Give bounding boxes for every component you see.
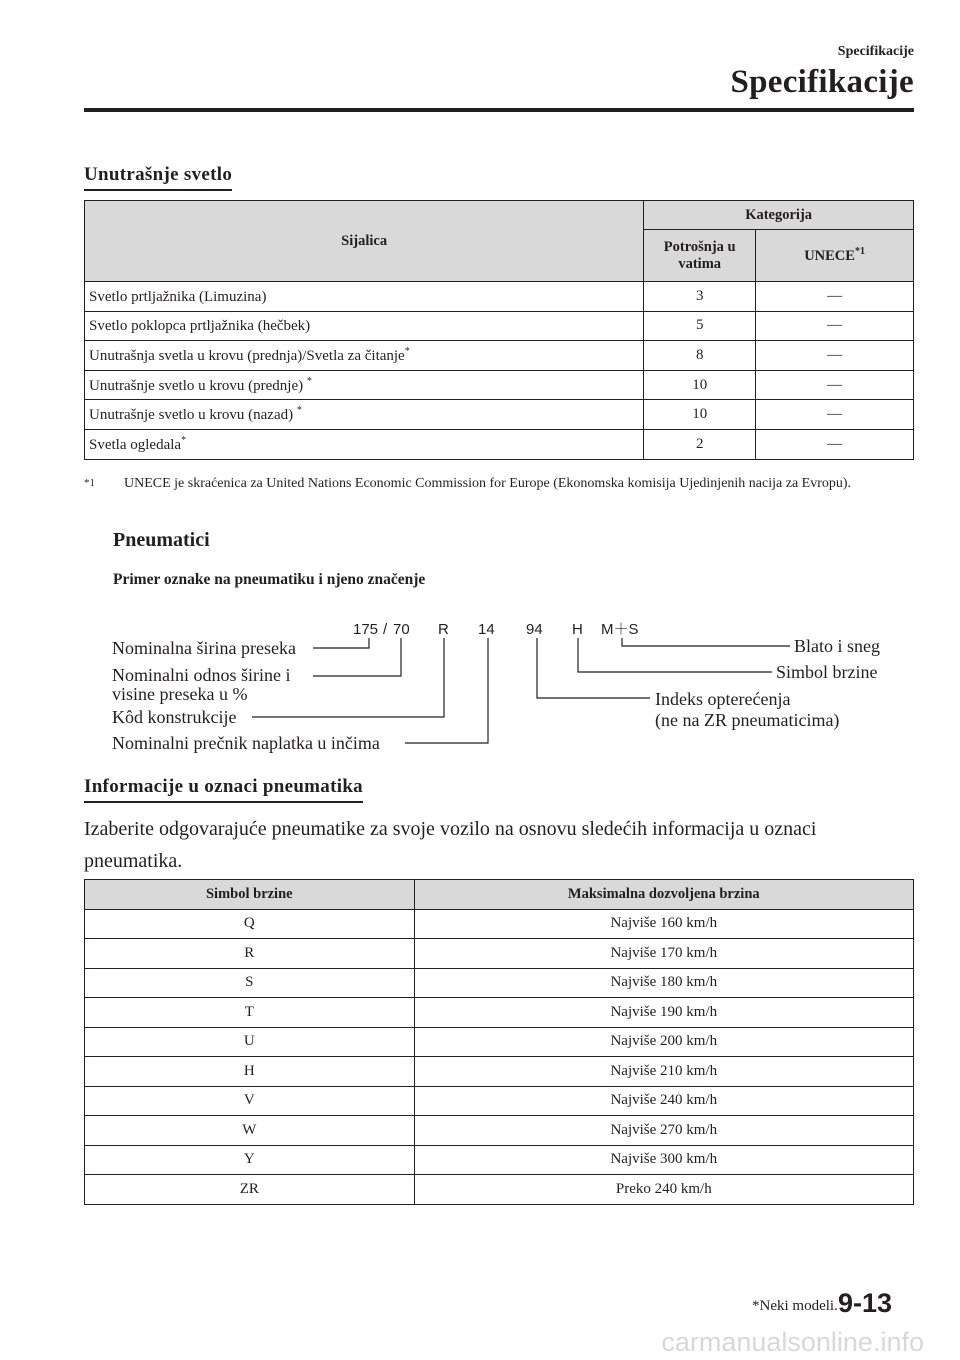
header-section-title: Specifikacije bbox=[730, 64, 914, 100]
speed-symbol: ZR bbox=[85, 1175, 415, 1205]
speed-symbol: S bbox=[85, 968, 415, 998]
wattage: 8 bbox=[644, 341, 756, 371]
column-header-bulb: Sijalica bbox=[85, 201, 644, 282]
code-load: 94 bbox=[526, 621, 543, 638]
max-speed: Najviše 240 km/h bbox=[414, 1086, 913, 1116]
label-load-1: Indeks opterećenja bbox=[655, 689, 791, 709]
table-row bbox=[85, 1175, 914, 1205]
wattage: 10 bbox=[644, 400, 756, 430]
max-speed: Najviše 210 km/h bbox=[414, 1057, 913, 1087]
unece-category: ― bbox=[756, 341, 914, 371]
speed-symbol: U bbox=[85, 1027, 415, 1057]
code-mud-snow: M＋S bbox=[601, 621, 639, 638]
bulb-name: Svetla ogledala* bbox=[85, 429, 644, 459]
table-row bbox=[85, 968, 914, 998]
column-header-speed-symbol: Simbol brzine bbox=[85, 880, 415, 910]
speed-symbol: T bbox=[85, 998, 415, 1028]
label-speed: Simbol brzine bbox=[776, 662, 878, 682]
code-construction: R bbox=[438, 621, 449, 638]
label-mud-snow: Blato i sneg bbox=[794, 636, 880, 656]
table-row bbox=[85, 1086, 914, 1116]
max-speed: Najviše 270 km/h bbox=[414, 1116, 913, 1146]
speed-symbol: V bbox=[85, 1086, 415, 1116]
bulb-name: Unutrašnje svetlo u krovu (nazad) * bbox=[85, 400, 644, 430]
table-row bbox=[85, 1116, 914, 1146]
max-speed: Najviše 200 km/h bbox=[414, 1027, 913, 1057]
code-rim: 14 bbox=[478, 621, 495, 638]
unece-category: ― bbox=[756, 400, 914, 430]
bulb-name: Svetlo poklopca prtljažnika (hečbek) bbox=[85, 311, 644, 341]
max-speed: Najviše 300 km/h bbox=[414, 1145, 913, 1175]
label-ratio-1: Nominalni odnos širine i bbox=[112, 665, 291, 685]
table-row bbox=[85, 998, 914, 1028]
unece-category: ― bbox=[756, 429, 914, 459]
wattage: 3 bbox=[644, 282, 756, 312]
column-header-unece: UNECE$^{*1}$ bbox=[756, 230, 914, 282]
max-speed: Najviše 190 km/h bbox=[414, 998, 913, 1028]
table-row bbox=[85, 1057, 914, 1087]
speed-symbol: W bbox=[85, 1116, 415, 1146]
bulb-name: Unutrašnja svetla u krovu (prednja)/Svetla za čitanje* bbox=[85, 341, 644, 371]
speed-symbol: R bbox=[85, 939, 415, 969]
column-header-category: Kategorija bbox=[644, 201, 914, 230]
table-row bbox=[85, 939, 914, 969]
table-row bbox=[85, 1027, 914, 1057]
label-construction: Kôd konstrukcije bbox=[112, 707, 237, 727]
code-slash: / bbox=[383, 621, 388, 638]
label-load-2: (ne na ZR pneumaticima) bbox=[655, 710, 840, 730]
page-number: 9-13 bbox=[838, 1288, 893, 1318]
table-row bbox=[85, 909, 914, 939]
wattage: 10 bbox=[644, 370, 756, 400]
section-title-tires: Pneumatici bbox=[113, 529, 210, 551]
tire-info-intro: Izaberite odgovarajuće pneumatike za svoje vozilo na osnovu sledećih informacija u oznaci pneumatika. bbox=[84, 818, 817, 872]
label-ratio-2: visine preseka u % bbox=[112, 684, 248, 704]
bulb-name: Svetlo prtljažnika (Limuzina) bbox=[85, 282, 644, 312]
label-rim: Nominalni prečnik naplatka u inčima bbox=[112, 733, 380, 753]
table-row bbox=[85, 1145, 914, 1175]
max-speed: Preko 240 km/h bbox=[414, 1175, 913, 1205]
code-ratio: 70 bbox=[393, 621, 410, 638]
speed-symbol-table bbox=[84, 879, 914, 1205]
code-width: 175 bbox=[353, 621, 379, 638]
max-speed: Najviše 160 km/h bbox=[414, 909, 913, 939]
footnote-text: UNECE je skraćenica za United Nations Economic Commission for Europe (Ekonomska komisija Ujedinjenih nacija za Evropu). bbox=[124, 476, 852, 491]
bulb-name: Unutrašnje svetlo u krovu (prednje) * bbox=[85, 370, 644, 400]
max-speed: Najviše 170 km/h bbox=[414, 939, 913, 969]
tire-marking-subtitle: Primer oznake na pneumatiku i njeno značenje bbox=[113, 571, 426, 588]
column-header-watt: Potrošnja u vatima bbox=[644, 230, 756, 282]
footnote-mark: *1 bbox=[84, 477, 95, 489]
max-speed: Najviše 180 km/h bbox=[414, 968, 913, 998]
wattage: 5 bbox=[644, 311, 756, 341]
section-title-tire-info: Informacije u oznaci pneumatika bbox=[84, 776, 363, 803]
header-section-small: Specifikacije bbox=[837, 44, 914, 59]
footer-note: *Neki modeli. bbox=[752, 1298, 838, 1314]
unece-category: ― bbox=[756, 370, 914, 400]
code-speed: H bbox=[572, 621, 583, 638]
column-header-max-speed: Maksimalna dozvoljena brzina bbox=[414, 880, 913, 910]
label-width: Nominalna širina preseka bbox=[112, 638, 296, 658]
speed-symbol: Y bbox=[85, 1145, 415, 1175]
speed-symbol: H bbox=[85, 1057, 415, 1087]
wattage: 2 bbox=[644, 429, 756, 459]
section-title-interior-light: Unutrašnje svetlo bbox=[84, 164, 232, 191]
unece-category: ― bbox=[756, 282, 914, 312]
watermark: carmanualsonline.info bbox=[661, 1327, 924, 1357]
unece-category: ― bbox=[756, 311, 914, 341]
speed-symbol: Q bbox=[85, 909, 415, 939]
